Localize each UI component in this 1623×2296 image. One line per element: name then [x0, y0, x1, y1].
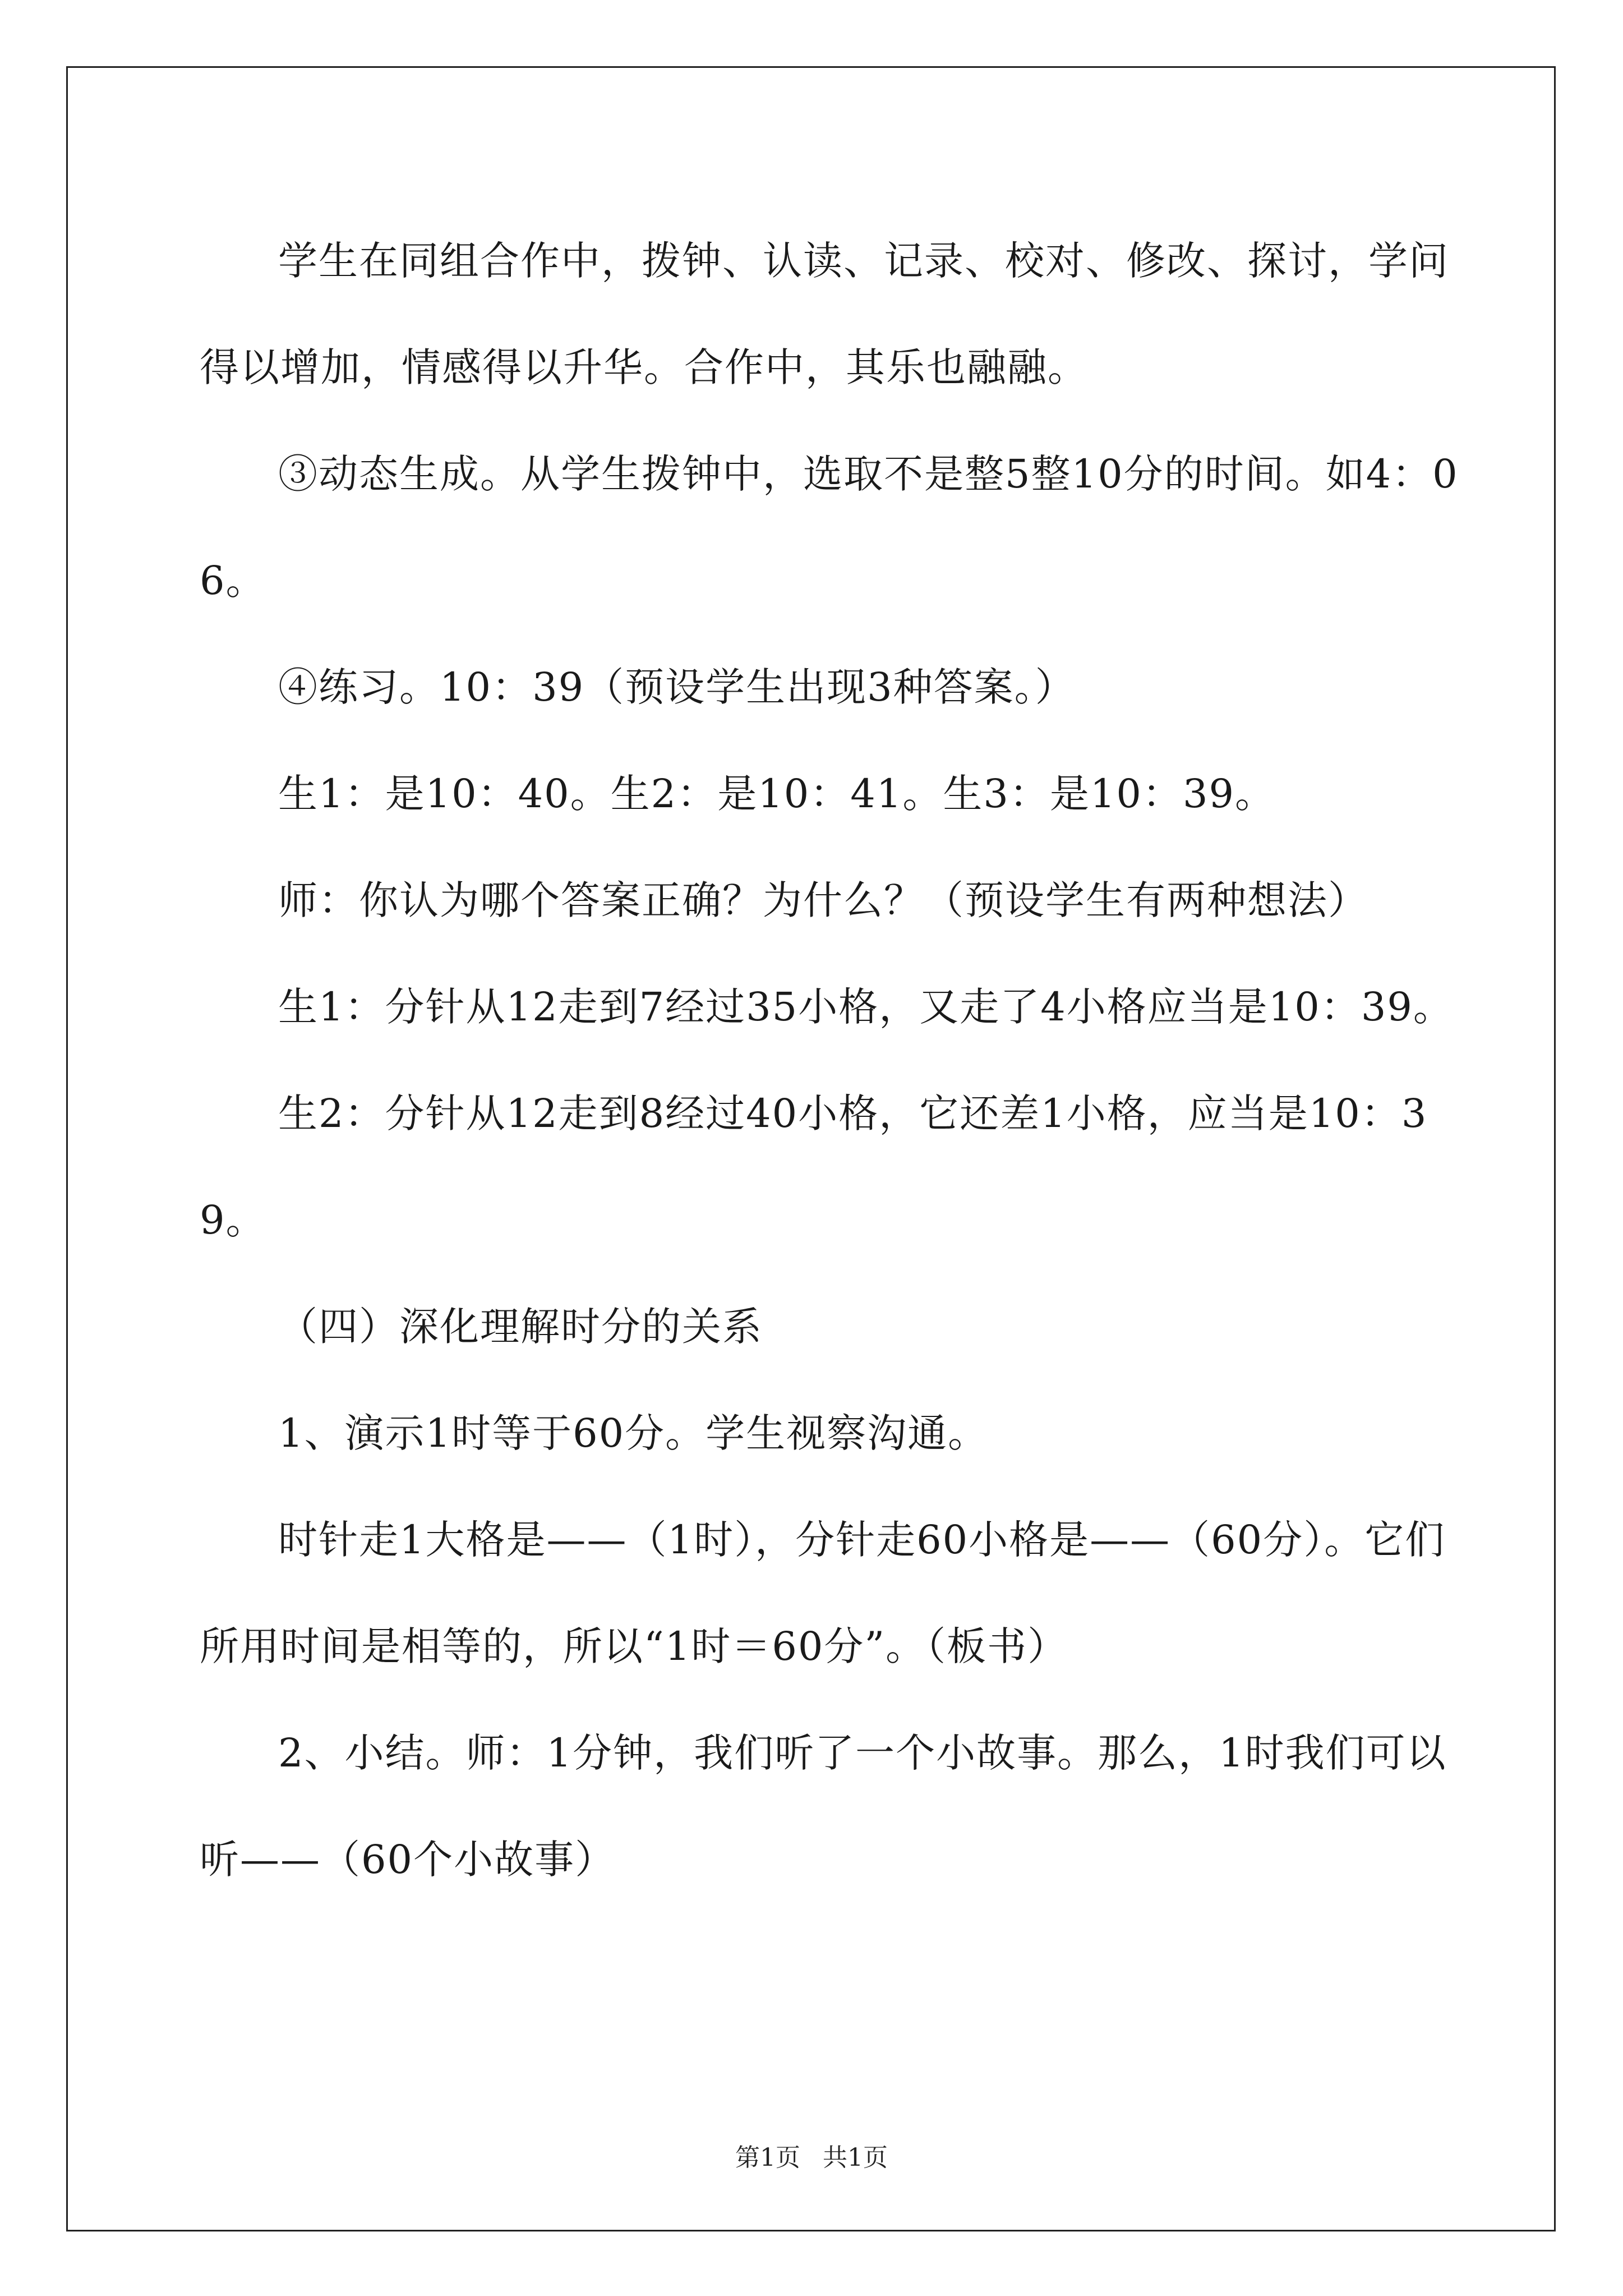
page-footer — [0, 2137, 1623, 2173]
paragraph: 时针走1大格是——（1时），分针走60小格是——（60分）。它们所用时间是相等的，所以“1时＝60分”。（板书） — [200, 1517, 1446, 1669]
paragraph: ④练习。10：39（预设学生出现3种答案。） — [278, 664, 1076, 710]
paragraph: 2、小结。师：1分钟，我们听了一个小故事。那么，1时我们可以听——（60个小故事） — [200, 1730, 1447, 1883]
paragraph: 学生在同组合作中，拨钟、认读、记录、校对、修改、探讨，学问得以增加，情感得以升华。合作中，其乐也融融。 — [200, 238, 1449, 390]
paragraph: ③动态生成。从学生拨钟中，选取不是整5整10分的时间。如4：06。 — [200, 451, 1459, 604]
page-total: 共1页 — [823, 2143, 888, 2172]
paragraph: 师：你认为哪个答案正确？为什么？（预设学生有两种想法） — [278, 877, 1368, 923]
paragraph: 生1：分针从12走到7经过35小格，又走了4小格应当是10：39。 — [278, 984, 1454, 1030]
document-body — [200, 208, 1484, 1913]
paragraph: 1、演示1时等于60分。学生视察沟通。 — [278, 1410, 989, 1456]
page-number: 第1页 — [735, 2143, 800, 2172]
section-heading: （四）深化理解时分的关系 — [278, 1304, 763, 1350]
paragraph: 生2：分针从12走到8经过40小格，它还差1小格，应当是10：39。 — [200, 1091, 1428, 1243]
paragraph: 生1：是10：40。生2：是10：41。生3：是10：39。 — [278, 771, 1276, 817]
